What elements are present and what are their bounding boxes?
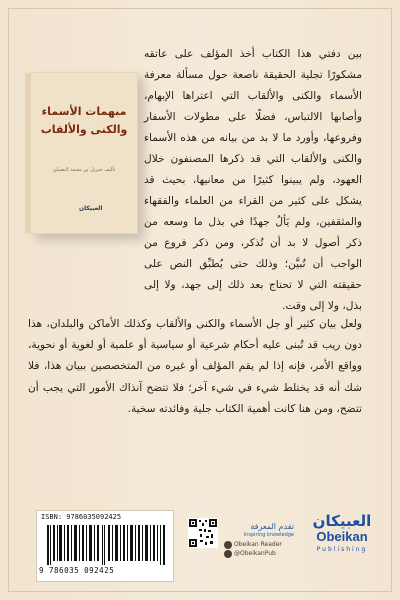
publisher-english: Obeikan — [316, 529, 368, 544]
cover-title-line-2: والكنى والألقاب — [40, 123, 128, 136]
book-cover-thumbnail — [30, 72, 138, 234]
publisher-tagline: Publishing — [316, 546, 368, 553]
blurb-paragraph-2: ولعل بيان كثير أو جل الأسماء والكنى والألقاب وكذلك الأماكن والبلدان، هذا دون ريب قد تُبنى عليه أحكام شرعية أو سياسية أو علمية أو لغوية أو نحوية، وواقع الأمر، فإنه إذا لم يقم المؤلف أو غيره من المتخصصين ببيان هذا، فلا شك أنه قد يختلط شيء في شيء آخر؛ فلا تتضح آنذاك الأمور التي يجب أن تتضح، ومن هنا كانت أهمية الكتاب جلية وفائدته سخية. — [28, 318, 362, 415]
isbn-barcode-box — [36, 510, 174, 582]
social-line — [224, 549, 294, 558]
book-spine — [25, 73, 31, 233]
imprint-english: Inspiring knowledge — [243, 532, 294, 538]
cover-author: تأليف جبريل بن محمد البصيلي — [52, 167, 116, 173]
reader-label: Obeikan Reader — [234, 541, 282, 548]
cover-publisher-mark: العبيكان — [79, 205, 103, 212]
imprint-arabic: تقدم المعرفة — [250, 522, 294, 531]
reader-icon — [224, 541, 232, 549]
isbn-label: ISBN: 9786035092425 — [41, 513, 122, 521]
barcode-icon — [47, 525, 165, 565]
blurb-paragraph-1: بين دفتي هذا الكتاب أخذ المؤلف على عاتقه مشكورًا تجلية الحقيقة ناصعة حول مسألة معرفة الأسماء والكنى والألقاب التي اعتراها الإبهام، وأصابها الالتباس، فضلًا على مطولات الأسفار وفروعها، وأورد ما لا بد من بيانه من هذه الأسماء والكنى والألقاب التي قد ذكرها المصنفون خلال العهود، ولم يبينوا كثيرًا من معانيها، بحيث قد يشكل على كثير من القراء من العلماء والفقهاء والمثقفين، ولم يَألُ جهدًا في بذل ما وسعه من ذكر أصول لا بد أن تُذكر، ومن ذكر فروع من الواجب أن تُبيَّن؛ وذلك حتى يُطبِّق النص على حقيقته التي لا تحتاج بعد ذلك إلى جهد، ولا إلى بذل، ولا إلى وقت. — [144, 48, 362, 312]
cover-title — [39, 103, 129, 139]
isbn-digits: 9 786035 092425 — [39, 566, 115, 575]
social-icon — [224, 550, 232, 558]
publisher-logo — [304, 512, 380, 572]
reader-line — [224, 540, 294, 549]
social-handle: @ObeikanPub — [234, 550, 276, 557]
imprint-block — [224, 522, 294, 558]
qr-code-icon — [188, 518, 218, 548]
publisher-arabic: العبيكان — [312, 512, 372, 530]
cover-title-line-1: مبهمات الأسماء — [41, 105, 127, 118]
